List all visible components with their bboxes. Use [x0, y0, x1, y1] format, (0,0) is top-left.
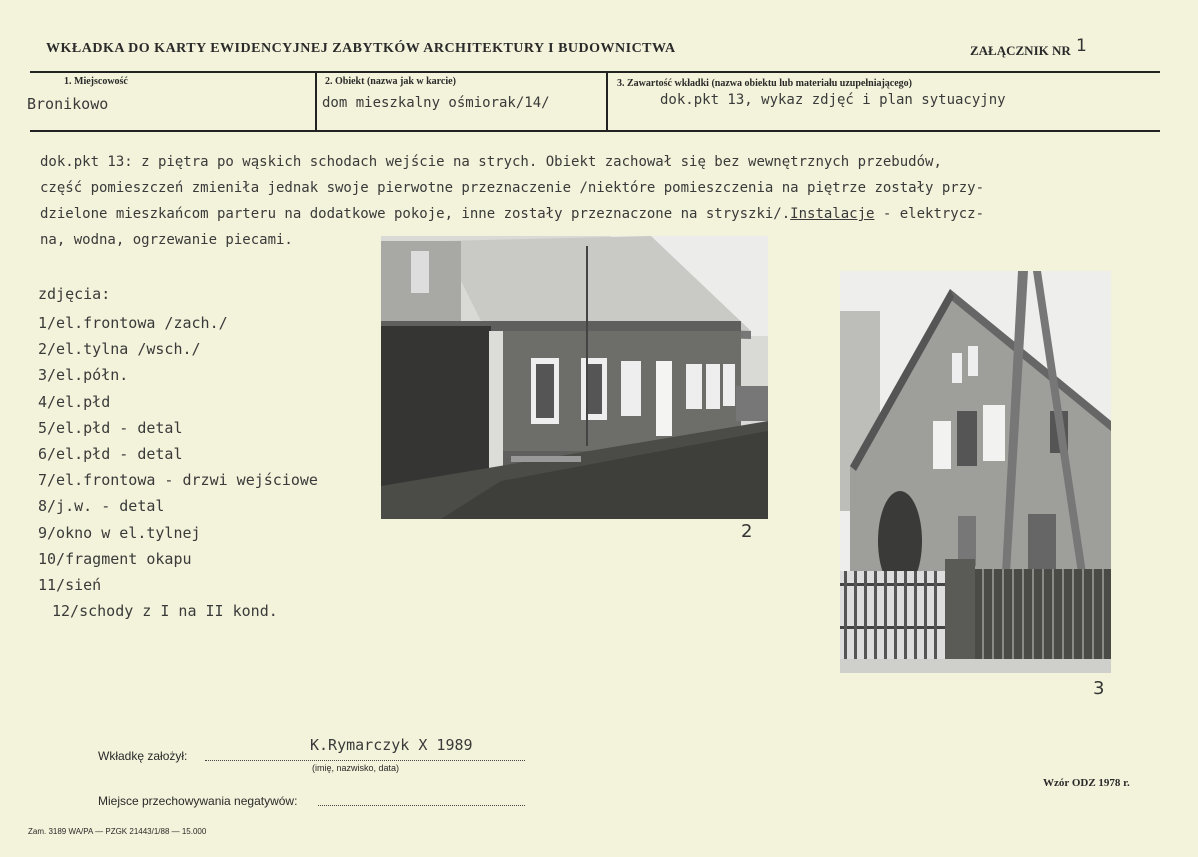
photo-list-item: 11/sień	[38, 576, 102, 595]
founded-by-line	[205, 760, 525, 761]
field-2-value: dom mieszkalny ośmiorak/14/	[322, 95, 550, 111]
print-reference: Zam. 3189 WA/PA — PZGK 21443/1/88 — 15.000	[28, 827, 207, 836]
founded-by-label: Wkładkę założył:	[98, 749, 188, 763]
field-3-label: 3. Zawartość wkładki (nazwa obiektu lub materiału uzupełniającego)	[617, 78, 913, 89]
founded-by-hint: (imię, nazwisko, data)	[312, 763, 400, 773]
attachment-number: 1	[1076, 36, 1087, 56]
field-1-label: 1. Miejscowość	[64, 76, 128, 87]
paragraph-line-2: część pomieszczeń zmieniła jednak swoje pierwotne przeznaczenie /niektóre pomieszczenia na piętrze zostały przy-	[40, 180, 985, 196]
photo-3-number: 3	[1093, 678, 1105, 699]
founded-by-value: K.Rymarczyk X 1989	[310, 736, 473, 754]
photo-list	[38, 310, 318, 624]
photo-list-item: 1/el.frontowa /zach./	[38, 314, 228, 332]
form-title: WKŁADKA DO KARTY EWIDENCYJNEJ ZABYTKÓW ARCHITEKTURY I BUDOWNICTWA	[46, 41, 676, 56]
photo-list-item: 9/okno w el.tylnej	[38, 523, 201, 542]
photo-list-item: 6/el.płd - detal	[38, 445, 183, 464]
photo-house-rear-image	[381, 236, 768, 519]
photo-list-item: 3/el.półn.	[38, 366, 129, 385]
field-1-value: Bronikowo	[27, 95, 109, 113]
photo-list-item: 4/el.płd	[38, 392, 111, 411]
photo-list-item: 8/j.w. - detal	[38, 497, 165, 516]
column-divider-1	[315, 73, 317, 130]
photo-house-north	[840, 271, 1111, 673]
table-top-rule	[30, 71, 1160, 73]
photo-list-item: 2/el.tylna /wsch./	[38, 340, 201, 359]
attachment-label: ZAŁĄCZNIK NR	[970, 43, 1071, 58]
photo-house-north-image	[840, 271, 1111, 673]
negatives-storage-line	[318, 805, 525, 806]
photo-2-number: 2	[741, 521, 753, 542]
paragraph-line-3-text: dzielone mieszkańcom parteru na dodatkowe pokoje, inne zostały przeznaczone na stryszki/.	[40, 206, 791, 222]
photo-house-rear	[381, 236, 768, 519]
paragraph-line-3	[40, 206, 984, 222]
photos-heading: zdjęcia:	[38, 285, 111, 303]
photo-list-item: 5/el.płd - detal	[38, 418, 183, 437]
form-reference: Wzór ODZ 1978 r.	[1043, 777, 1130, 789]
negatives-storage-label: Miejsce przechowywania negatywów:	[98, 794, 298, 808]
column-divider-2	[606, 73, 608, 130]
photo-list-item: 12/schody z I na II kond.	[52, 602, 278, 621]
photo-list-item: 7/el.frontowa - drzwi wejściowe	[38, 471, 318, 490]
paragraph-line-4: na, wodna, ogrzewanie piecami.	[40, 232, 293, 248]
paragraph-line-3-tail: - elektrycz-	[874, 206, 985, 222]
field-3-value: dok.pkt 13, wykaz zdjęć i plan sytuacyjny	[660, 92, 1006, 108]
table-bottom-rule	[30, 130, 1160, 132]
installations-underlined: Instalacje	[790, 206, 875, 222]
photo-list-item: 10/fragment okapu	[38, 549, 192, 568]
field-2-label: 2. Obiekt (nazwa jak w karcie)	[325, 76, 456, 87]
paragraph-line-1: dok.pkt 13: z piętra po wąskich schodach wejście na strych. Obiekt zachował się bez wewnętrznych przebudów,	[40, 154, 942, 170]
